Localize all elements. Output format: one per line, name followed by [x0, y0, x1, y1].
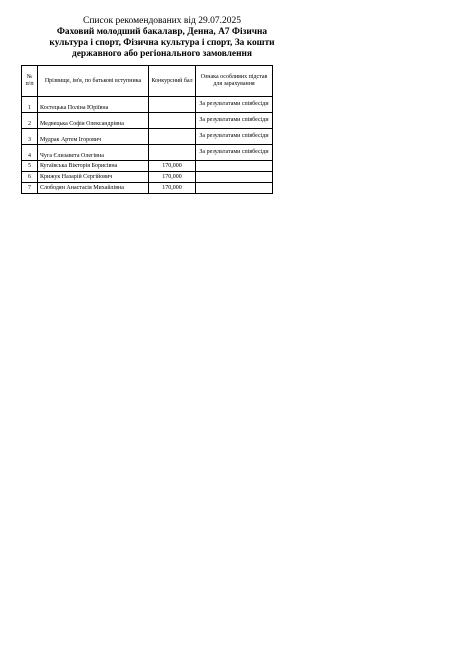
row-number: 3	[22, 129, 38, 145]
competitive-score: 170,000	[149, 183, 196, 194]
table-row	[22, 97, 273, 113]
row-number: 4	[22, 145, 38, 161]
column-header-note: Ознака особливих підстав для зарахування	[196, 66, 273, 97]
table-header-row	[22, 66, 273, 97]
column-header-number-abbrev: п/п	[25, 81, 34, 87]
applicant-name: Кугаївська Вікторія Борисівна	[38, 161, 149, 172]
column-header-name: Прізвище, ім'я, по батькові вступника	[38, 66, 149, 97]
recommended-applicants-table	[21, 65, 273, 194]
row-number: 5	[22, 161, 38, 172]
applicant-name: Слободян Анастасія Михайлівна	[38, 183, 149, 194]
table-row	[22, 145, 273, 161]
table-row	[22, 172, 273, 183]
list-subtitle-line-3: державного або регіонального замовлення	[72, 49, 252, 59]
admission-basis	[196, 161, 273, 172]
competitive-score	[149, 113, 196, 129]
admission-basis: За результатами співбесіди	[196, 145, 273, 161]
column-header-number	[22, 66, 38, 97]
table-row	[22, 113, 273, 129]
admission-basis: За результатами співбесіди	[196, 113, 273, 129]
competitive-score: 170,000	[149, 172, 196, 183]
row-number: 7	[22, 183, 38, 194]
list-title: Список рекомендованих від 29.07.2025	[83, 16, 241, 26]
applicant-name: Мудрак Артем Ігорович	[38, 129, 149, 145]
admission-basis	[196, 183, 273, 194]
column-header-number-symbol: №	[26, 74, 33, 81]
admission-basis: За результатами співбесіди	[196, 97, 273, 113]
admission-basis	[196, 172, 273, 183]
list-header	[20, 16, 304, 60]
row-number: 2	[22, 113, 38, 129]
competitive-score	[149, 145, 196, 161]
row-number: 6	[22, 172, 38, 183]
column-header-score: Конкурсний бал	[149, 66, 196, 97]
applicant-name: Медвецька Софія Олександрівна	[38, 113, 149, 129]
competitive-score	[149, 97, 196, 113]
list-subtitle-line-1: Фаховий молодший бакалавр, Денна, А7 Фізична	[56, 27, 268, 37]
applicant-name: Крижук Назарій Сергійович	[38, 172, 149, 183]
competitive-score	[149, 129, 196, 145]
list-subtitle-line-2: культура і спорт, Фізична культура і спорт, За кошти	[49, 38, 275, 48]
table-row	[22, 129, 273, 145]
admission-basis: За результатами співбесіди	[196, 129, 273, 145]
competitive-score: 170,000	[149, 161, 196, 172]
table-row	[22, 161, 273, 172]
table-row	[22, 183, 273, 194]
row-number: 1	[22, 97, 38, 113]
applicant-name: Костецька Поліна Юріївна	[38, 97, 149, 113]
applicant-name: Чуга Єлизавета Олегівна	[38, 145, 149, 161]
